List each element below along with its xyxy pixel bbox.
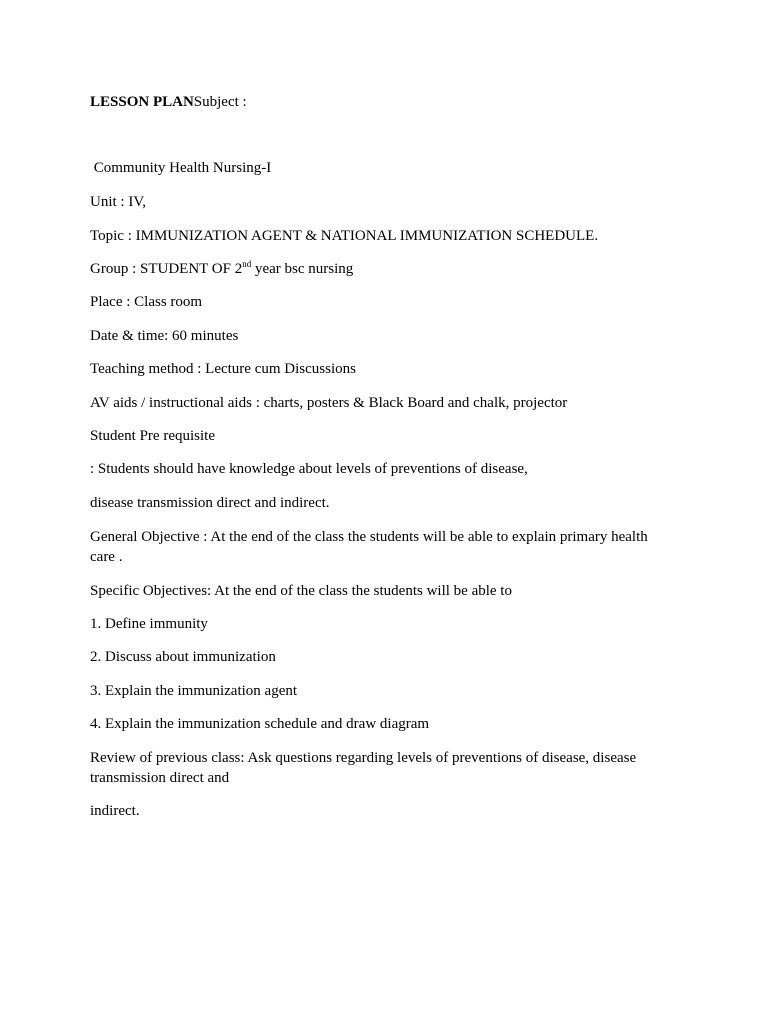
objective-item-4: 4. Explain the immunization schedule and draw diagram bbox=[90, 716, 430, 732]
group-suffix: year bsc nursing bbox=[251, 261, 354, 277]
group-prefix: Group : STUDENT OF 2 bbox=[90, 261, 243, 277]
prerequisite-label: Student Pre requisite bbox=[90, 428, 215, 444]
date-time-line: Date & time: 60 minutes bbox=[90, 328, 239, 344]
lesson-plan-title: LESSON PLAN bbox=[90, 94, 194, 110]
teaching-method-line: Teaching method : Lecture cum Discussions bbox=[90, 361, 356, 377]
heading-line bbox=[90, 92, 670, 112]
general-objective: General Objective : At the end of the class the students will be able to explain primary health care . bbox=[90, 529, 648, 565]
av-aids-line: AV aids / instructional aids : charts, posters & Black Board and chalk, projector bbox=[90, 395, 568, 411]
prerequisite-line-2: disease transmission direct and indirect. bbox=[90, 495, 330, 511]
group-superscript: nd bbox=[242, 259, 252, 269]
review-continuation: indirect. bbox=[90, 803, 140, 819]
group-line bbox=[90, 259, 670, 279]
subject-label: Subject : bbox=[193, 94, 247, 110]
subject-value: Community Health Nursing-I bbox=[90, 160, 272, 176]
objective-item-1: 1. Define immunity bbox=[90, 616, 208, 632]
place-line: Place : Class room bbox=[90, 294, 203, 310]
unit-line: Unit : IV, bbox=[90, 194, 146, 210]
topic-line: Topic : IMMUNIZATION AGENT & NATIONAL IMMUNIZATION SCHEDULE. bbox=[90, 228, 599, 244]
objective-item-2: 2. Discuss about immunization bbox=[90, 649, 276, 665]
objective-item-3: 3. Explain the immunization agent bbox=[90, 683, 298, 699]
review-previous-class: Review of previous class: Ask questions regarding levels of preventions of disease, disease transmission direct and bbox=[90, 750, 637, 786]
specific-objectives-intro: Specific Objectives: At the end of the class the students will be able to bbox=[90, 583, 512, 599]
prerequisite-line-1: : Students should have knowledge about levels of preventions of disease, bbox=[90, 461, 528, 477]
